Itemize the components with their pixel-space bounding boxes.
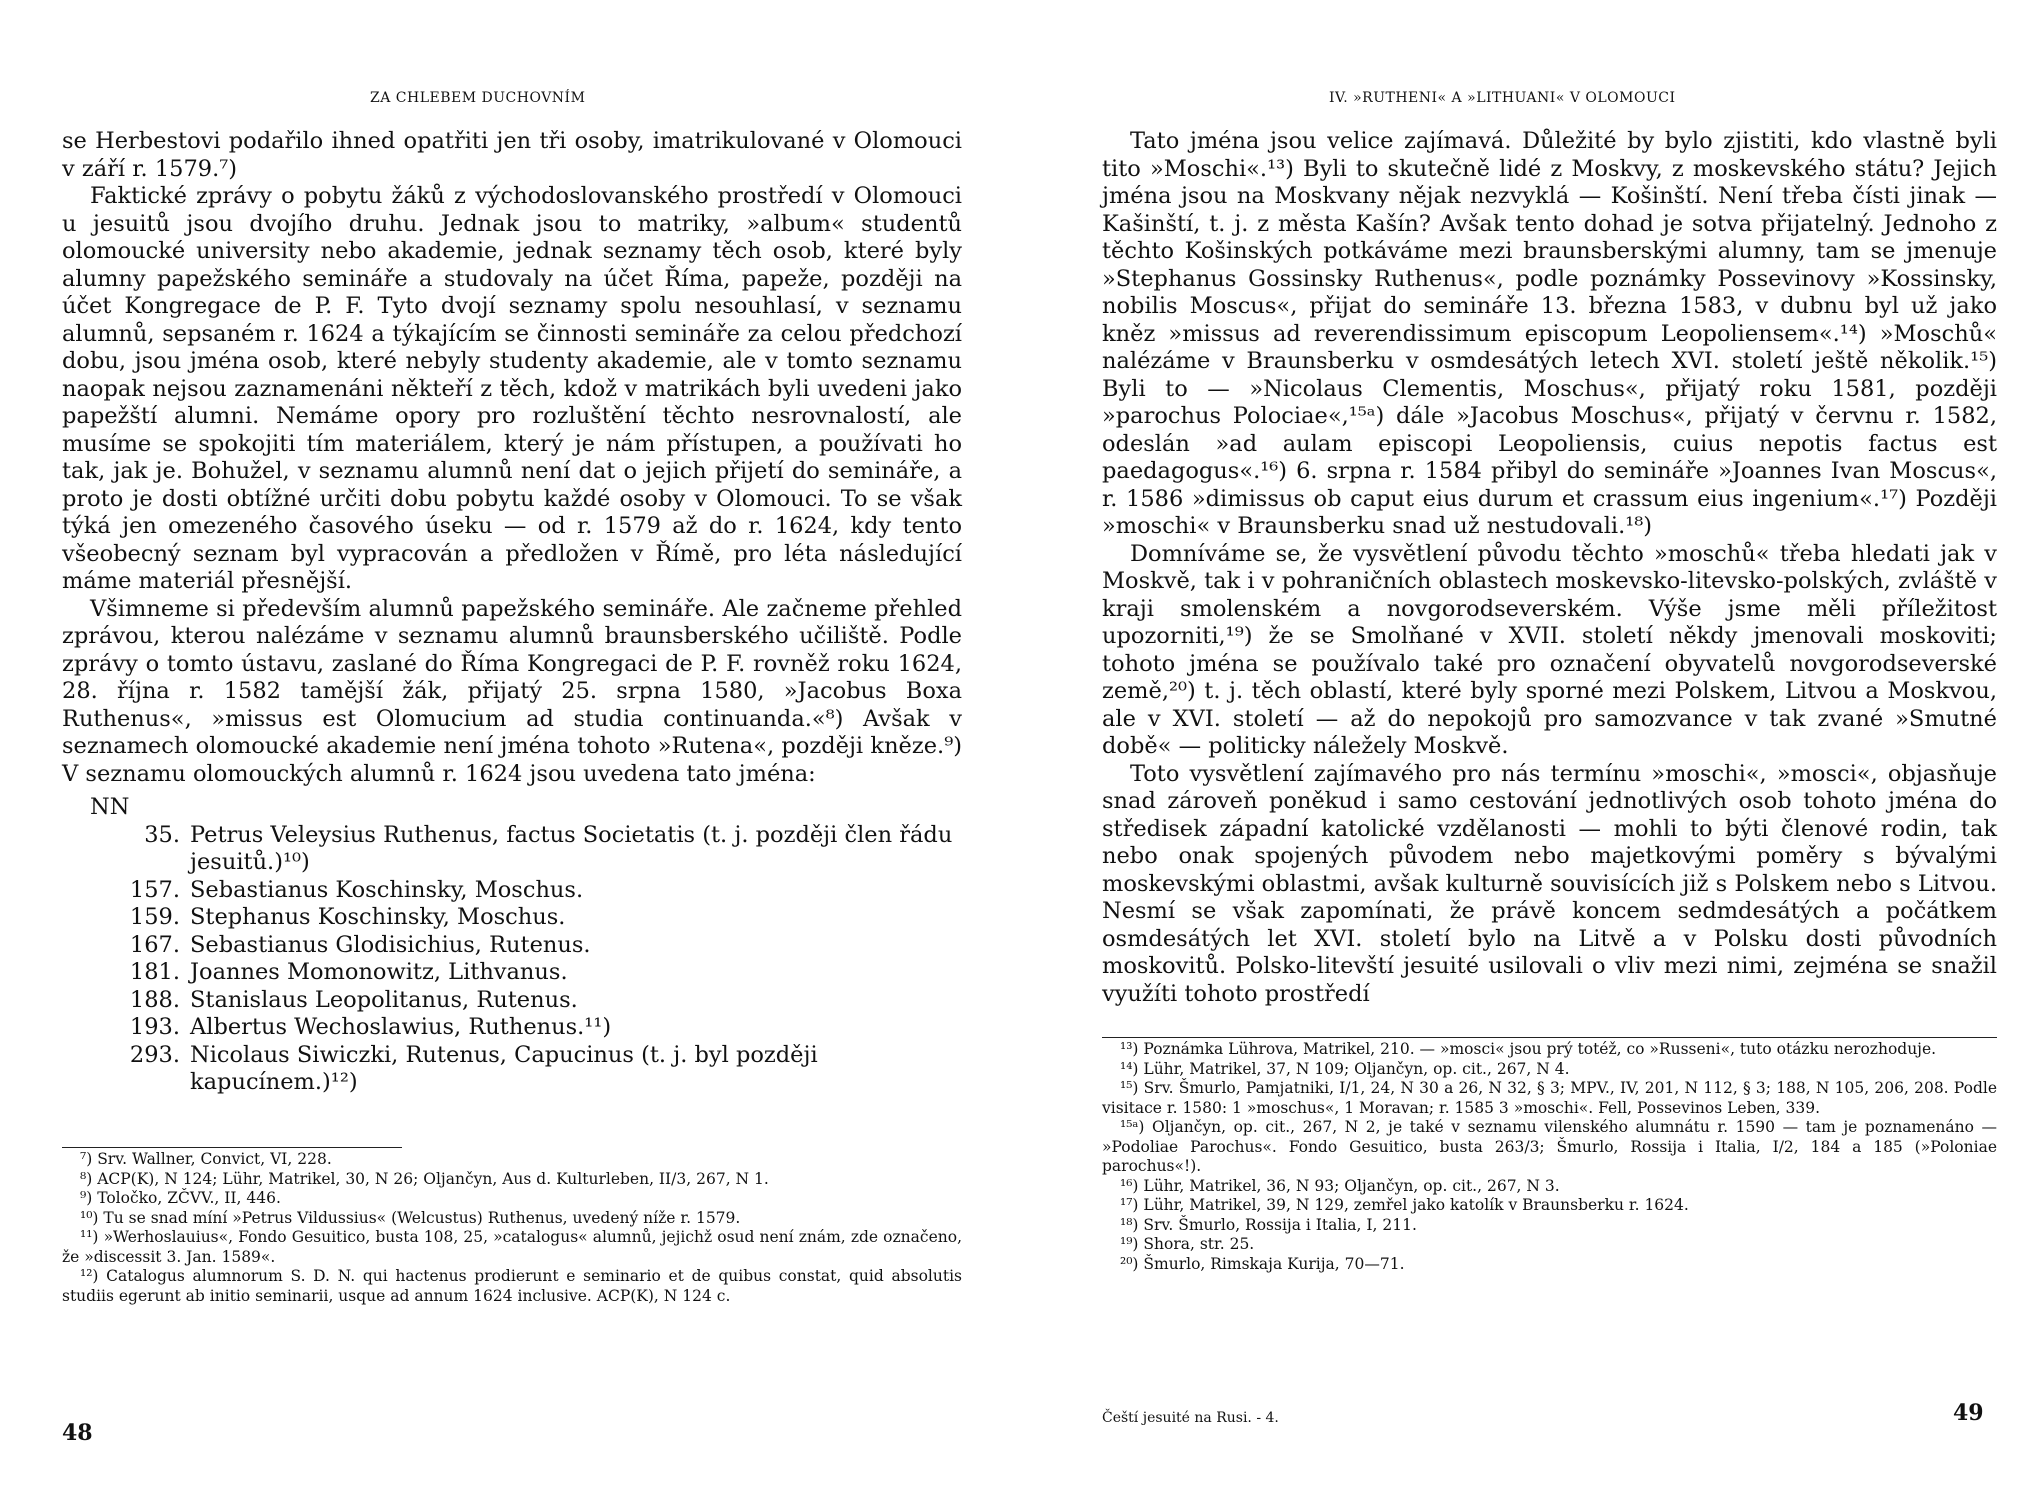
list-item [62, 1042, 962, 1097]
right-footnotes [1102, 1040, 1997, 1274]
list-item [62, 932, 962, 960]
list-item [62, 877, 962, 905]
right-body-text [1102, 128, 1997, 1008]
list-item-number: 193. [129, 1014, 180, 1040]
left-paragraph-3: Všimneme si především alumnů papežského semináře. Ale začneme přehled zprávou, kterou nalézáme v seznamu alumnů braunsberského učiliště. Podle zprávy o tomto ústavu, zaslané do Říma Kongregaci de P. F. rovněž roku 1624, 28. října r. 1582 tamější žák, přijatý 25. srpna 1580, »Jacobus Boxa Ruthenus«, »missus est Olomucium ad studia continuanda.«⁸) Avšak v seznamech olomoucké akademie není jména tohoto »Rutena«, později kněze.⁹) V seznamu olomouckých alumnů r. 1624 jsou uvedena tato jména: [62, 595, 962, 787]
footnote: ¹⁶) Lühr, Matrikel, 36, N 93; Oljančyn, op. cit., 267, N 3. [1120, 1176, 1560, 1195]
right-running-header: IV. »RUTHENI« A »LITHUANI« V OLOMOUCI [1329, 90, 1676, 106]
list-item-text: Sebastianus Koschinsky, Moschus. [190, 876, 584, 903]
left-body-text [62, 128, 962, 1097]
list-item [62, 1014, 962, 1042]
footnote: ¹⁹) Shora, str. 25. [1120, 1235, 1255, 1253]
footnote: ¹⁷) Lühr, Matrikel, 39, N 129, zemřel jako katolík v Braunsberku r. 1624. [1120, 1196, 1689, 1214]
footnote: ¹⁸) Srv. Šmurlo, Rossija i Italia, I, 211. [1120, 1215, 1417, 1234]
left-running-header: ZA CHLEBEM DUCHOVNÍM [370, 90, 586, 106]
right-footnote-divider [1102, 1037, 1997, 1038]
right-paragraph-2: Domníváme se, že vysvětlení původu těchto »moschů« třeba hledati jak v Moskvě, tak i v pohraničních oblastech moskevsko-litevsko-polských, zvláště v kraji smolenském a novgorodseverském. Výše jsme měli příležitost upozorniti,¹⁹) že se Smolňané v XVII. století někdy jmenovali moskoviti; tohoto jména se používalo také pro označení obyvatelů novgorodseverské země,²⁰) t. j. těch oblastí, které byly sporné mezi Polskem, Litvou a Moskvou, ale v XVI. století — až do nepokojů pro samozvance v tak zvané »Smutné době« — politicky náležely Moskvě. [1102, 540, 1997, 759]
list-item-number: 293. [129, 1041, 180, 1068]
footnote: ¹⁰) Tu se snad míní »Petrus Vildussius« (Welcustus) Ruthenus, uvedený níže r. 1579. [80, 1208, 741, 1227]
list-item-number: 35. [144, 821, 180, 848]
footnote: ⁸) ACP(K), N 124; Lühr, Matrikel, 30, N 26; Oljančyn, Aus d. Kulturleben, II/3, 267, N 1. [80, 1169, 769, 1188]
list-item-text: Stephanus Koschinsky, Moschus. [190, 904, 566, 930]
alumni-list [62, 794, 962, 1097]
list-item-text: Sebastianus Glodisichius, Rutenus. [190, 931, 591, 958]
list-item-text: Stanislaus Leopolitanus, Rutenus. [190, 986, 578, 1013]
list-item [62, 904, 962, 932]
left-footnote-divider [62, 1147, 402, 1148]
footnote: ¹¹) »Werhoslauius«, Fondo Gesuitico, busta 108, 25, »catalogus« alumnů, jejichž osud není znám, zde označeno, že »discessit 3. Jan. 1589«. [62, 1228, 962, 1266]
footnote: ¹⁵) Srv. Šmurlo, Pamjatniki, I/1, 24, N 30 a 26, N 32, § 3; MPV., IV, 201, N 112, § 3; 188, N 105, 206, 208. Podle visitace r. 1580: 1 »moschus«, 1 Moravan; r. 1585 3 »moschi«. Fell, Possevinos Leben, 339. [1102, 1079, 1997, 1117]
list-item-number: 167. [129, 931, 180, 958]
list-item [62, 987, 962, 1015]
list-item-text: Joannes Momonowitz, Lithvanus. [190, 959, 568, 985]
left-page-number: 48 [62, 1420, 93, 1446]
footnote: ²⁰) Šmurlo, Rimskaja Kurija, 70—71. [1120, 1254, 1405, 1273]
list-item-number: 181. [129, 959, 180, 985]
signature-mark: Čeští jesuité na Rusi. - 4. [1102, 1410, 1279, 1426]
right-page-number: 49 [1953, 1400, 1984, 1426]
footnote: ⁷) Srv. Wallner, Convict, VI, 228. [80, 1150, 332, 1168]
list-item [62, 959, 962, 987]
footnote: ¹³) Poznámka Lührova, Matrikel, 210. — »mosci« jsou prý totéž, co »Russeni«, tuto otázku nerozhoduje. [1120, 1040, 1937, 1058]
footnote: ¹⁵ᵃ) Oljančyn, op. cit., 267, N 2, je také v seznamu vilenského alumnátu r. 1590 — tam je poznamenáno — »Podoliae Parochus«. Fondo Gesuitico, busta 263/3; Šmurlo, Rossija i Italia, I/2, 184 a 185 (»Poloniae parochus«!). [1102, 1118, 1997, 1175]
left-paragraph-1: se Herbestovi podařilo ihned opatřiti jen tři osoby, imatrikulované v Olomouci v září r. 1579.⁷) [62, 128, 962, 182]
footnote: ¹⁴) Lühr, Matrikel, 37, N 109; Oljančyn, op. cit., 267, N 4. [1120, 1059, 1570, 1078]
list-item-text: Petrus Veleysius Ruthenus, factus Societatis (t. j. později člen řádu jesuitů.)¹⁰) [190, 821, 953, 875]
left-paragraph-2: Faktické zprávy o pobytu žáků z východoslovanského prostředí v Olomouci u jesuitů jsou dvojího druhu. Jednak jsou to matriky, »album« studentů olomoucké university nebo akademie, jednak seznamy těch osob, které byly alumny papežského semináře a studovaly na účet Říma, papeže, později na účet Kongregace de P. F. Tyto dvojí seznamy spolu nesouhlasí, v seznamu alumnů, sepsaném r. 1624 a týkajícím se činnosti semináře za celou předchozí dobu, jsou jména osob, které nebyly studenty akademie, ale v tomto seznamu naopak nejsou zaznamenáni někteří z těch, kdož v matrikách byli uvedeni jako papežští alumni. Nemáme opory pro rozluštění těchto nesrovnalostí, ale musíme se spokojiti tím materiálem, který je nám přístupen, a používati ho tak, jak je. Bohužel, v seznamu alumnů není dat o jejich přijetí do semináře, a proto je dosti obtížné určiti dobu pobytu každé osoby v Olomouci. To se však týká jen omezeného časového úseku — od r. 1579 až do r. 1624, kdy tento všeobecný seznam byl vypracován a předložen v Římě, pro léta následující máme materiál přesnější. [62, 183, 962, 594]
footnote: ¹²) Catalogus alumnorum S. D. N. qui hactenus prodierunt e seminario et de quibus constat, quid absolutis studiis egerunt ab initio seminarii, usque ad annum 1624 inclusive. ACP(K), N 124 c. [62, 1267, 962, 1305]
right-paragraph-3: Toto vysvětlení zajímavého pro nás termínu »moschi«, »mosci«, objasňuje snad zároveň poněkud i samo cestování jednotlivých osob tohoto jména do středisek západní katolické vzdělanosti — mohli to býti členové rodin, tak nebo onak spojených původem nebo majetkovými poměry s bývalými moskevskými oblastmi, avšak kulturně souvisících již s Polskem nebo s Litvou. Nesmí se však zapomínati, že právě koncem sedmdesátých a počátkem osmdesátých let XVI. století bylo na Litvě a v Polsku dosti původních moskovitů. Polsko-litevští jesuité usilovali o vliv mezi nimi, zejména se snažil využíti tohoto prostředí [1102, 760, 1997, 1007]
list-item-text: Nicolaus Siwiczki, Rutenus, Capucinus (t. j. byl později kapucínem.)¹²) [190, 1041, 818, 1095]
right-page [1017, 0, 2034, 1500]
alumni-list-heading: NN [90, 794, 130, 820]
right-paragraph-1: Tato jména jsou velice zajímavá. Důležité by bylo zjistiti, kdo vlastně byli tito »Moschi«.¹³) Byli to skutečně lidé z Moskvy, z moskevského státu? Jejich jména jsou na Moskvany nějak nezvyklá — Košinští. Není třeba čísti jinak — Kašinští, t. j. z města Kašín? Avšak tento dohad je sotva přijatelný. Jednoho z těchto Košinských potkáváme mezi braunsberskými alumny, tam se jmenuje »Stephanus Gossinsky Ruthenus«, podle poznámky Possevinovy »Kossinsky, nobilis Moscus«, přijat do semináře 13. března 1583, v dubnu byl už jako kněz »missus ad reverendissimum episcopum Leopoliensem«.¹⁴) »Moschů« nalézáme v Braunsberku v osmdesátých letech XVI. století ještě několik.¹⁵) Byli to — »Nicolaus Clementis, Moschus«, přijatý roku 1581, později »parochus Polociae«,¹⁵ᵃ) dále »Jacobus Moschus«, přijatý v červnu r. 1582, odeslán »ad aulam episcopi Leopoliensis, cuius nepotis factus est paedagogus«.¹⁶) 6. srpna r. 1584 přibyl do semináře »Joannes Ivan Moscus«, r. 1586 »dimissus ob caput eius durum et crassum eius ingenium«.¹⁷) Později »moschi« v Braunsberku snad už nestudovali.¹⁸) [1102, 128, 1997, 539]
list-item [62, 822, 962, 877]
left-footnotes [62, 1150, 962, 1306]
list-item-number: 188. [129, 986, 180, 1013]
list-item-number: 159. [129, 904, 180, 930]
footnote: ⁹) Toločko, ZČVV., II, 446. [80, 1189, 281, 1207]
list-item-text: Albertus Wechoslawius, Ruthenus.¹¹) [190, 1014, 612, 1040]
list-item-number: 157. [129, 876, 180, 903]
